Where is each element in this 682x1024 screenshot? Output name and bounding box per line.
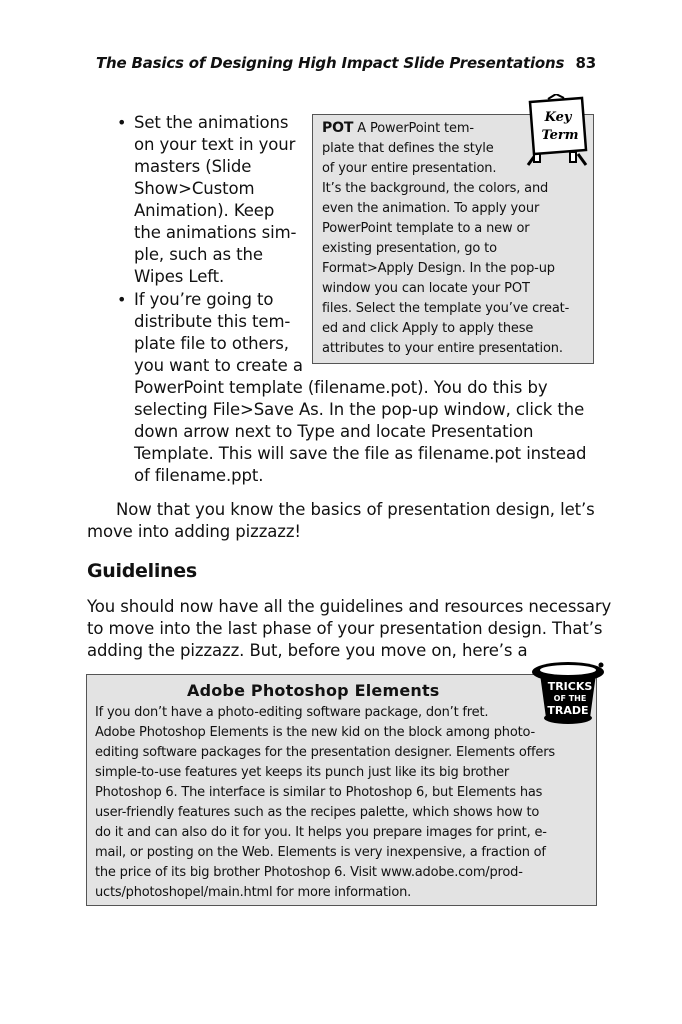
tip-line: user-friendly features such as the recipes palette, which shows how to — [95, 805, 540, 820]
bullet-line: distribute this tem- — [134, 312, 291, 331]
tip-line: mail, or posting on the Web. Elements is very inexpensive, a fraction of — [95, 845, 546, 860]
key-term-text: A PowerPoint tem- — [353, 121, 474, 136]
key-term-line: ed and click Apply to apply these — [322, 321, 534, 336]
key-term-line: It’s the background, the colors, and — [322, 181, 549, 196]
tricks-of-the-trade-hat-icon — [528, 660, 608, 726]
bullet-line: selecting File>Save As. In the pop-up window, click the — [134, 400, 585, 419]
running-header — [96, 54, 596, 72]
key-term-line: of your entire presentation. — [322, 161, 497, 176]
key-term-line: existing presentation, go to — [322, 241, 497, 256]
paragraph-line: move into adding pizzazz! — [87, 522, 301, 541]
bullet-line: masters (Slide — [134, 157, 252, 176]
tricks-of-the-trade-box — [86, 674, 597, 906]
bullet-line: plate file to others, — [134, 334, 289, 353]
tip-line: ucts/photoshopel/main.html for more information. — [95, 885, 412, 900]
paragraph-line: Now that you know the basics of presentation design, let’s — [116, 500, 595, 519]
tip-line: editing software packages for the presentation designer. Elements offers — [95, 745, 555, 760]
bullet-line: Show>Custom — [134, 179, 255, 198]
of-the-label: OF THE — [553, 694, 587, 703]
key-term-first-line — [322, 119, 474, 139]
tricks-label: TRICKS — [547, 680, 593, 693]
bullet-line: you want to create a — [134, 356, 303, 375]
paragraph-line: adding the pizzazz. But, before you move on, here’s a — [87, 641, 528, 660]
trade-label: TRADE — [547, 704, 589, 717]
bullet-line: on your text in your — [134, 135, 296, 154]
bullet-line: the animations sim- — [134, 223, 297, 242]
bullet-line: Animation). Keep — [134, 201, 275, 220]
key-term-line: attributes to your entire presentation. — [322, 341, 563, 356]
tip-line: do it and can also do it for you. It helps you prepare images for print, e- — [95, 825, 547, 840]
key-term-line: even the animation. To apply your — [322, 201, 540, 216]
key-term-easel-icon — [520, 94, 594, 166]
bullet-marker: • — [117, 290, 127, 309]
key-term-line: Format>Apply Design. In the pop-up — [322, 261, 555, 276]
bullet-line: If you’re going to — [134, 290, 274, 309]
section-heading: Guidelines — [87, 560, 197, 582]
key-term-line: files. Select the template you’ve creat- — [322, 301, 570, 316]
bullet-marker: • — [117, 113, 127, 132]
term-icon-label: Term — [541, 128, 579, 143]
bullet-line: Set the animations — [134, 113, 289, 132]
bullet-line: ple, such as the — [134, 245, 263, 264]
bullet-line: Wipes Left. — [134, 267, 225, 286]
bullet-line: of filename.ppt. — [134, 466, 264, 485]
key-term-word: POT — [322, 120, 354, 136]
key-term-line: plate that defines the style — [322, 141, 494, 156]
key-term-line: PowerPoint template to a new or — [322, 221, 530, 236]
page-number: 83 — [575, 54, 596, 72]
tip-title: Adobe Photoshop Elements — [187, 681, 440, 700]
bullet-line: down arrow next to Type and locate Presentation — [134, 422, 534, 441]
key-term-line: window you can locate your POT — [322, 281, 530, 296]
tip-line: If you don’t have a photo-editing software package, don’t fret. — [95, 705, 489, 720]
tip-line: simple-to-use features yet keeps its punch just like its big brother — [95, 765, 510, 780]
header-title: The Basics of Designing High Impact Slide Presentations — [96, 54, 565, 72]
tip-line: Adobe Photoshop Elements is the new kid on the block among photo- — [95, 725, 535, 740]
paragraph-line: to move into the last phase of your presentation design. That’s — [87, 619, 603, 638]
key-icon-label: Key — [544, 110, 572, 125]
bullet-line: Template. This will save the file as filename.pot instead — [134, 444, 587, 463]
tip-line: the price of its big brother Photoshop 6. Visit www.adobe.com/prod- — [95, 865, 523, 880]
tip-line: Photoshop 6. The interface is similar to Photoshop 6, but Elements has — [95, 785, 543, 800]
paragraph-line: You should now have all the guidelines and resources necessary — [87, 597, 612, 616]
bullet-line: PowerPoint template (filename.pot). You do this by — [134, 378, 548, 397]
